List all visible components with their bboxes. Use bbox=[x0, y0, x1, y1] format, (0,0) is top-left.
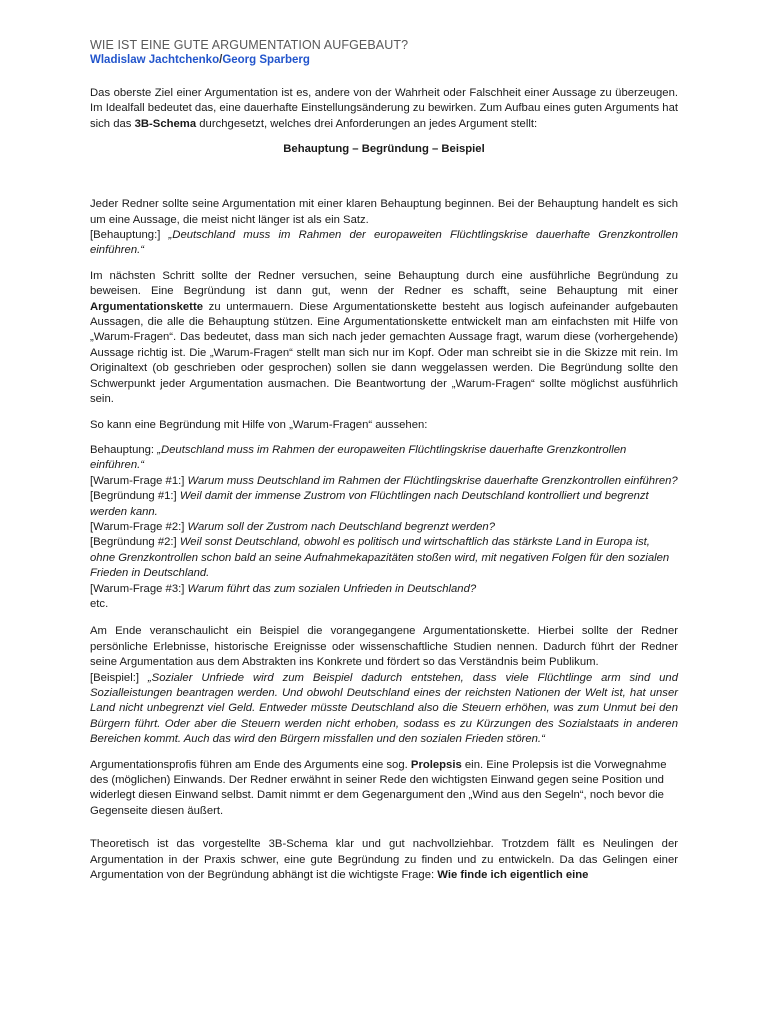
intro-text-b: durchgesetzt, welches drei Anforderungen an jedes Argument stellt: bbox=[196, 117, 538, 130]
chain-line bbox=[90, 582, 678, 597]
claim-quote: „Deutschland muss im Rahmen der europaweiten Flüchtlingskrise dauerhafte Grenzkontrollen einführen.“ bbox=[90, 229, 678, 257]
chain-label: [Warum-Frage #3:] bbox=[90, 582, 188, 595]
chain-label: [Begründung #2:] bbox=[90, 536, 180, 549]
chain-label: [Warum-Frage #1:] bbox=[90, 474, 188, 487]
author-separator: / bbox=[219, 54, 223, 66]
document-title: WIE IST EINE GUTE ARGUMENTATION AUFGEBAUT? bbox=[90, 38, 409, 52]
chain-text: Warum führt das zum sozialen Unfrieden in Deutschland? bbox=[187, 582, 477, 595]
claim-paragraph bbox=[90, 197, 678, 259]
reasoning-bold: Argumentationskette bbox=[90, 300, 203, 313]
chain-text: Weil sonst Deutschland, obwohl es politisch und wirtschaftlich das stärkste Land in Europa ist, ohne Grenzkontrollen schon bald an seine Aufnahmekapazitäten stoßen wird, mit negativen Folgen für den sozialen Frieden in Deutschland. bbox=[90, 536, 670, 580]
prolepsis-text-a: Argumentationsprofis führen am Ende des Arguments eine sog. bbox=[90, 758, 411, 771]
conclusion-paragraph bbox=[90, 837, 678, 883]
example-text: Am Ende veranschaulicht ein Beispiel die vorangegangene Argumentationskette. Hierbei sollte der Redner persönliche Erlebnisse, historische Ereignisse oder wissenschaftliche Studien nennen. Dadurch führt der Redner seine Argumentation aus dem Abstrakten ins Konkrete und fördert so das Verständnis beim Publikum. bbox=[90, 625, 678, 669]
chain-label: [Begründung #1:] bbox=[90, 490, 180, 503]
chain-etc: etc. bbox=[90, 597, 109, 610]
chain-line bbox=[90, 489, 678, 520]
chain-label: [Warum-Frage #2:] bbox=[90, 520, 188, 533]
example-quote-line bbox=[90, 671, 678, 748]
chain-text: Warum muss Deutschland im Rahmen der Flüchtlingskrise dauerhafte Grenzkontrollen einführen? bbox=[187, 474, 678, 487]
chain-line bbox=[90, 535, 678, 581]
prolepsis-text-b: ein. Eine Prolepsis ist die Vorwegnahme des (möglichen) Einwands. Der Redner erwähnt in seiner Rede den wichtigsten Einwand gegen seine Position und widerlegt diesen Einwand selbst. Damit nimmt er dem Gegenargument den „Wind aus den Segeln“, noch bevor die Gegenseite diesen äußert. bbox=[90, 758, 667, 817]
chain-text: „Deutschland muss im Rahmen der europaweiten Flüchtlingskrise dauerhafte Grenzkontrollen einführen.“ bbox=[90, 443, 627, 472]
example-intro: So kann eine Begründung mit Hilfe von „Warum-Fragen“ aussehen: bbox=[90, 418, 428, 431]
conclusion-bold: Wie finde ich eigentlich eine bbox=[437, 869, 589, 882]
authors-line bbox=[90, 53, 678, 68]
chain-text: Weil damit der immense Zustrom von Flüchtlingen nach Deutschland kontrolliert und begrenzt werden kann. bbox=[90, 490, 649, 518]
chain-label: Behauptung: bbox=[90, 443, 158, 456]
chain-line bbox=[90, 443, 678, 474]
reasoning-paragraph bbox=[90, 269, 678, 408]
claim-label: [Behauptung:] bbox=[90, 229, 169, 242]
intro-text-a: Das oberste Ziel einer Argumentation ist es, andere von der Wahrheit oder Falschheit einer Aussage zu überzeugen. Im Idealfall bedeutet das, eine dauerhafte Einstellungsänderung zu bewirken. Zum Aufbau eines guten Arguments hat sich das bbox=[90, 87, 678, 130]
claim-text: Jeder Redner sollte seine Argumentation mit einer klaren Behauptung beginnen. Bei der Behauptung handelt es sich um eine Aussage, die meist nicht länger ist als ein Satz. bbox=[90, 198, 678, 226]
example-quote: „Sozialer Unfriede wird zum Beispiel dadurch entstehen, dass viele Flüchtlinge arm sind und Sozialleistungen beantragen werden. Und obwohl Deutschland eines der reichsten Nationen der Welt ist, hat unser Land nicht unbegrenzt viel Geld. Entweder müsste Deutschland also die Steuern erhöhen, was zum Unmut bei den Bürgern führt. Oder aber die Steuern werden nicht erhoben, sodass es zu Kürzungen des Sozialstaats in anderen Bereichen kommt. Auch das wird den Bürgern missfallen und den sozialen Frieden stören.“ bbox=[90, 671, 678, 746]
intro-paragraph bbox=[90, 86, 678, 132]
author-1[interactable]: Wladislaw Jachtchenko bbox=[90, 54, 220, 66]
prolepsis-paragraph bbox=[90, 758, 678, 820]
conclusion-text: Theoretisch ist das vorgestellte 3B-Schema klar und gut nachvollziehbar. Trotzdem fällt es Neulingen der Argumentation in der Praxis schwer, eine gute Begründung zu finden und zu entwickeln. Da das Gelingen einer Argumentation von der Begründung abhängt ist die wichtigste Frage: bbox=[90, 838, 678, 882]
chain-line bbox=[90, 474, 678, 489]
claim-example bbox=[90, 228, 678, 259]
example-chain bbox=[90, 443, 678, 612]
scheme-heading: Behauptung – Begründung – Beispiel bbox=[283, 143, 485, 156]
prolepsis-bold: Prolepsis bbox=[410, 758, 462, 771]
reasoning-text-a: Im nächsten Schritt sollte der Redner versuchen, seine Behauptung durch eine ausführliche Begründung zu beweisen. Eine Begründung ist dann gut, wenn der Redner es schafft, seine Behauptung mit einer bbox=[90, 269, 678, 298]
chain-text: Warum soll der Zustrom nach Deutschland begrenzt werden? bbox=[187, 520, 495, 533]
reasoning-text-b: zu untermauern. Diese Argumentationskette besteht aus logisch aufeinander aufgebauten Aussagen, die alle die Behauptung stützen. Eine Argumentationskette entwickelt man am einfachsten mit Hilfe von „Warum-Fragen“. Das bedeutet, dass man sich nach jeder gemachten Aussage fragt, warum diese (vorhergehende) Aussage richtig ist. Die „Warum-Fragen“ stellt man sich nur im Kopf. Oder man schreibt sie in die Skizze mit rein. Im Originaltext (ob geschrieben oder gesprochen) sollen sie dann weggelassen werden. Die Begründung sollte den Schwerpunkt jeder Argumentation ausmachen. Die Beantwortung der „Warum-Fragen“ sollte möglichst ausführlich sein. bbox=[90, 300, 678, 406]
example-paragraph bbox=[90, 624, 678, 747]
example-label: [Beispiel:] bbox=[90, 671, 148, 684]
intro-bold: 3B-Schema bbox=[134, 117, 197, 130]
chain-line bbox=[90, 520, 678, 535]
author-2[interactable]: Georg Sparberg bbox=[222, 54, 310, 66]
